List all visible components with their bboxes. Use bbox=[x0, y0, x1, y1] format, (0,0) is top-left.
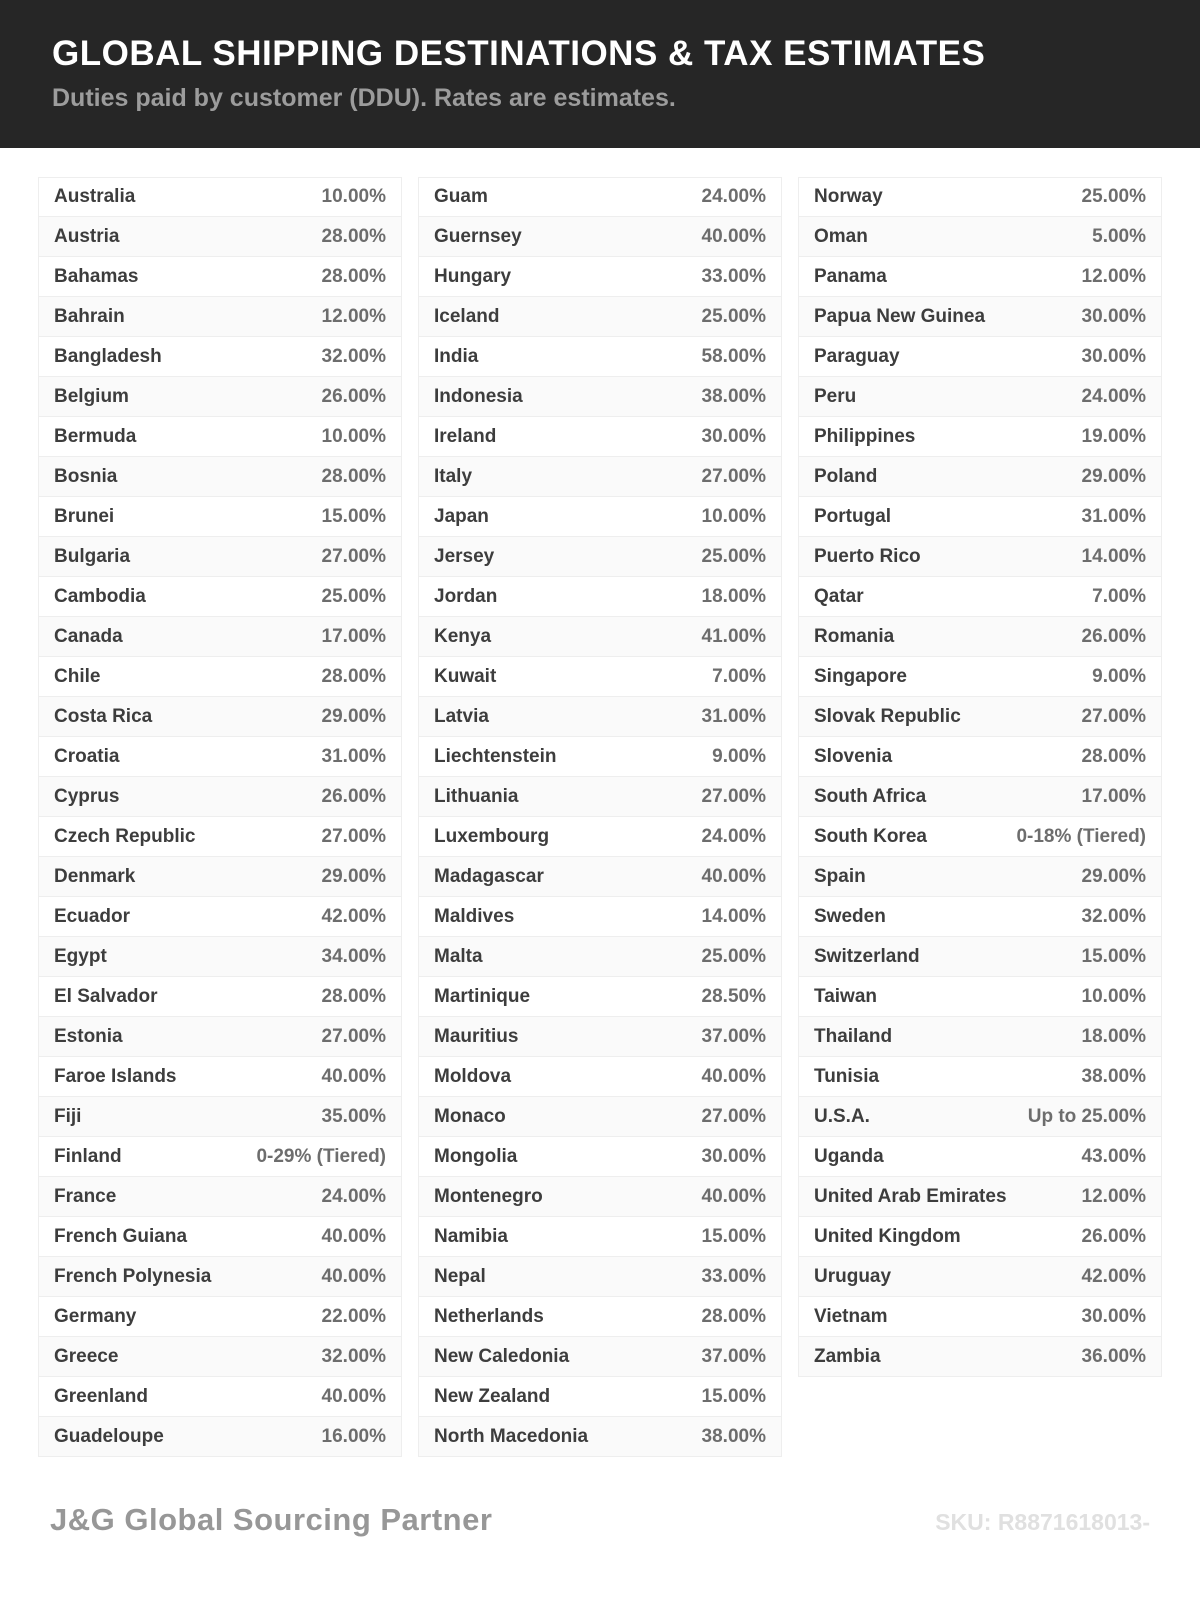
country-name: Denmark bbox=[54, 865, 136, 887]
country-name: Iceland bbox=[434, 305, 500, 327]
country-name: Bosnia bbox=[54, 465, 118, 487]
country-name: Japan bbox=[434, 505, 489, 527]
tax-rate: 25.00% bbox=[701, 945, 766, 967]
country-name: Portugal bbox=[814, 505, 892, 527]
country-name: Slovak Republic bbox=[814, 705, 961, 727]
tax-rate: 40.00% bbox=[321, 1065, 386, 1087]
country-name: Norway bbox=[814, 186, 883, 207]
country-name: France bbox=[54, 1185, 117, 1207]
country-name: Papua New Guinea bbox=[814, 305, 986, 327]
tax-rate: 28.00% bbox=[321, 665, 386, 687]
tax-rate: 40.00% bbox=[701, 865, 766, 887]
country-name: Liechtenstein bbox=[434, 745, 557, 767]
tax-rate: 28.00% bbox=[321, 225, 386, 247]
table-row bbox=[38, 1297, 402, 1337]
tax-rate: 36.00% bbox=[1081, 1345, 1146, 1367]
country-name: Kenya bbox=[434, 625, 492, 647]
tax-rate: 27.00% bbox=[701, 465, 766, 487]
country-name: Monaco bbox=[434, 1105, 506, 1127]
country-name: Australia bbox=[54, 186, 136, 207]
tax-rate: 9.00% bbox=[712, 745, 766, 767]
tax-rate: 38.00% bbox=[701, 1425, 766, 1447]
country-name: United Kingdom bbox=[814, 1225, 961, 1247]
sku-label: SKU: R8871618013- bbox=[935, 1509, 1150, 1535]
tax-rate: 43.00% bbox=[1081, 1145, 1146, 1167]
country-name: Belgium bbox=[54, 385, 129, 407]
country-name: Czech Republic bbox=[54, 825, 196, 847]
table-row bbox=[38, 617, 402, 657]
tax-rate: 28.00% bbox=[321, 465, 386, 487]
table-row bbox=[418, 577, 782, 617]
tax-rate: 40.00% bbox=[321, 1385, 386, 1407]
country-name: Costa Rica bbox=[54, 705, 153, 727]
country-name: Spain bbox=[814, 865, 866, 887]
tax-rate: 32.00% bbox=[1081, 905, 1146, 927]
tax-rate: 29.00% bbox=[321, 705, 386, 727]
country-name: Greenland bbox=[54, 1385, 148, 1407]
table-row bbox=[418, 1057, 782, 1097]
tax-rate: 10.00% bbox=[321, 425, 386, 447]
country-name: Zambia bbox=[814, 1345, 881, 1367]
country-name: North Macedonia bbox=[434, 1425, 589, 1447]
country-name: Estonia bbox=[54, 1025, 123, 1047]
table-row bbox=[798, 1257, 1162, 1297]
table-row bbox=[38, 1417, 402, 1457]
tax-rate: 40.00% bbox=[701, 1065, 766, 1087]
table-row bbox=[798, 577, 1162, 617]
table-row bbox=[418, 897, 782, 937]
country-name: Fiji bbox=[54, 1105, 82, 1127]
rates-column-1 bbox=[38, 177, 402, 1457]
tax-rate: 15.00% bbox=[1081, 945, 1146, 967]
tax-rate: 29.00% bbox=[1081, 865, 1146, 887]
country-name: Poland bbox=[814, 465, 878, 487]
tax-rate: 27.00% bbox=[701, 1105, 766, 1127]
table-row bbox=[418, 417, 782, 457]
tax-rate: 26.00% bbox=[321, 785, 386, 807]
table-row bbox=[418, 257, 782, 297]
country-name: South Africa bbox=[814, 785, 927, 807]
country-name: Panama bbox=[814, 265, 887, 287]
tax-rate: 28.00% bbox=[701, 1305, 766, 1327]
table-row bbox=[418, 817, 782, 857]
tax-rate: 42.00% bbox=[1081, 1265, 1146, 1287]
table-row bbox=[418, 617, 782, 657]
tax-rate: 42.00% bbox=[321, 905, 386, 927]
table-row bbox=[798, 857, 1162, 897]
tax-rate: 18.00% bbox=[1081, 1025, 1146, 1047]
country-name: Germany bbox=[54, 1305, 137, 1327]
table-row bbox=[418, 737, 782, 777]
header-banner bbox=[0, 0, 1200, 148]
table-row bbox=[798, 697, 1162, 737]
country-name: Madagascar bbox=[434, 865, 544, 887]
country-name: Slovenia bbox=[814, 745, 893, 767]
tax-rate: 40.00% bbox=[701, 225, 766, 247]
country-name: Ireland bbox=[434, 425, 497, 447]
table-row bbox=[798, 1097, 1162, 1137]
tax-rate: 29.00% bbox=[321, 865, 386, 887]
tax-rate: 7.00% bbox=[712, 665, 766, 687]
table-row bbox=[38, 737, 402, 777]
country-name: Sweden bbox=[814, 905, 886, 927]
table-row bbox=[798, 617, 1162, 657]
rates-column-3 bbox=[798, 177, 1162, 1377]
country-name: Tunisia bbox=[814, 1065, 880, 1087]
country-name: Martinique bbox=[434, 985, 531, 1007]
tax-rate: 28.00% bbox=[1081, 745, 1146, 767]
country-name: India bbox=[434, 345, 479, 367]
tax-rate: 24.00% bbox=[701, 186, 766, 207]
table-row bbox=[38, 657, 402, 697]
tax-rate: 7.00% bbox=[1092, 585, 1146, 607]
country-name: Austria bbox=[54, 225, 120, 247]
rates-table bbox=[38, 177, 1162, 1457]
table-row bbox=[418, 1297, 782, 1337]
country-name: Romania bbox=[814, 625, 895, 647]
table-row bbox=[38, 1377, 402, 1417]
table-row bbox=[798, 497, 1162, 537]
tax-rate: 16.00% bbox=[321, 1425, 386, 1447]
table-row bbox=[798, 1017, 1162, 1057]
table-row bbox=[798, 537, 1162, 577]
table-row bbox=[418, 337, 782, 377]
country-name: U.S.A. bbox=[814, 1105, 870, 1127]
table-row bbox=[418, 1017, 782, 1057]
country-name: Bahamas bbox=[54, 265, 139, 287]
country-name: Croatia bbox=[54, 745, 120, 767]
tax-rate: 17.00% bbox=[1081, 785, 1146, 807]
table-row bbox=[38, 377, 402, 417]
tax-rate: 27.00% bbox=[1081, 705, 1146, 727]
country-name: South Korea bbox=[814, 825, 927, 847]
table-row bbox=[38, 817, 402, 857]
table-row bbox=[38, 697, 402, 737]
page-title: GLOBAL SHIPPING DESTINATIONS & TAX ESTIMATES bbox=[52, 34, 986, 73]
tax-rate: 33.00% bbox=[701, 1265, 766, 1287]
table-row bbox=[418, 457, 782, 497]
table-row bbox=[38, 1217, 402, 1257]
table-row bbox=[38, 337, 402, 377]
tax-rate: 35.00% bbox=[321, 1105, 386, 1127]
tax-rate: 27.00% bbox=[321, 545, 386, 567]
country-name: New Caledonia bbox=[434, 1345, 570, 1367]
country-name: Oman bbox=[814, 225, 868, 247]
country-name: Mongolia bbox=[434, 1145, 518, 1167]
tax-rate: 12.00% bbox=[321, 305, 386, 327]
country-name: Cyprus bbox=[54, 785, 120, 807]
country-name: Lithuania bbox=[434, 785, 519, 807]
country-name: Moldova bbox=[434, 1065, 512, 1087]
tax-rate: 22.00% bbox=[321, 1305, 386, 1327]
country-name: Taiwan bbox=[814, 985, 877, 1007]
table-row bbox=[418, 377, 782, 417]
table-row bbox=[38, 1097, 402, 1137]
tax-rate: 0-18% (Tiered) bbox=[1016, 825, 1146, 847]
country-name: Montenegro bbox=[434, 1185, 543, 1207]
tax-rate: 30.00% bbox=[1081, 345, 1146, 367]
country-name: Jersey bbox=[434, 545, 495, 567]
tax-rate: 30.00% bbox=[701, 1145, 766, 1167]
table-row bbox=[38, 537, 402, 577]
tax-rate: 40.00% bbox=[321, 1265, 386, 1287]
tax-rate: Up to 25.00% bbox=[1027, 1105, 1146, 1127]
table-row bbox=[418, 1257, 782, 1297]
table-row bbox=[418, 297, 782, 337]
country-name: Hungary bbox=[434, 265, 512, 287]
tax-rate: 10.00% bbox=[701, 505, 766, 527]
table-row bbox=[38, 937, 402, 977]
country-name: Uruguay bbox=[814, 1265, 892, 1287]
country-name: Netherlands bbox=[434, 1305, 544, 1327]
country-name: Jordan bbox=[434, 585, 498, 607]
table-row bbox=[798, 1177, 1162, 1217]
tax-rate: 32.00% bbox=[321, 1345, 386, 1367]
tax-rate: 17.00% bbox=[321, 625, 386, 647]
table-row bbox=[38, 977, 402, 1017]
table-row bbox=[38, 497, 402, 537]
country-name: Indonesia bbox=[434, 385, 523, 407]
tax-rate: 5.00% bbox=[1092, 225, 1146, 247]
table-row bbox=[38, 1017, 402, 1057]
tax-rate: 34.00% bbox=[321, 945, 386, 967]
tax-rate: 12.00% bbox=[1081, 1185, 1146, 1207]
table-row bbox=[418, 777, 782, 817]
tax-rate: 33.00% bbox=[701, 265, 766, 287]
table-row bbox=[38, 857, 402, 897]
table-row bbox=[418, 1177, 782, 1217]
tax-rate: 18.00% bbox=[701, 585, 766, 607]
brand-name: J&G Global Sourcing Partner bbox=[50, 1502, 493, 1537]
tax-rate: 25.00% bbox=[701, 545, 766, 567]
table-row bbox=[798, 1337, 1162, 1377]
country-name: Bermuda bbox=[54, 425, 137, 447]
country-name: Chile bbox=[54, 665, 101, 687]
tax-rate: 12.00% bbox=[1081, 265, 1146, 287]
country-name: Faroe Islands bbox=[54, 1065, 177, 1087]
rates-column-2 bbox=[418, 177, 782, 1457]
table-row bbox=[798, 457, 1162, 497]
country-name: Italy bbox=[434, 465, 473, 487]
tax-rate: 27.00% bbox=[701, 785, 766, 807]
table-row bbox=[798, 377, 1162, 417]
country-name: Philippines bbox=[814, 425, 916, 447]
country-name: Nepal bbox=[434, 1265, 486, 1287]
country-name: Brunei bbox=[54, 505, 115, 527]
tax-rate: 25.00% bbox=[701, 305, 766, 327]
footer bbox=[50, 1502, 1150, 1538]
table-row bbox=[38, 777, 402, 817]
tax-rate: 24.00% bbox=[1081, 385, 1146, 407]
country-name: Puerto Rico bbox=[814, 545, 921, 567]
tax-rate: 15.00% bbox=[701, 1225, 766, 1247]
country-name: Ecuador bbox=[54, 905, 131, 927]
tax-rate: 25.00% bbox=[321, 585, 386, 607]
table-row bbox=[418, 537, 782, 577]
tax-rate: 10.00% bbox=[1081, 985, 1146, 1007]
tax-rate: 26.00% bbox=[1081, 1225, 1146, 1247]
country-name: Luxembourg bbox=[434, 825, 550, 847]
table-row bbox=[418, 697, 782, 737]
table-row bbox=[38, 1137, 402, 1177]
tax-rate: 58.00% bbox=[701, 345, 766, 367]
country-name: Thailand bbox=[814, 1025, 893, 1047]
tax-rate: 14.00% bbox=[701, 905, 766, 927]
tax-rate: 41.00% bbox=[701, 625, 766, 647]
table-row bbox=[418, 1137, 782, 1177]
country-name: Paraguay bbox=[814, 345, 900, 367]
table-row bbox=[418, 1097, 782, 1137]
table-row bbox=[798, 897, 1162, 937]
page-subtitle: Duties paid by customer (DDU). Rates are estimates. bbox=[52, 84, 676, 112]
tax-rate: 38.00% bbox=[701, 385, 766, 407]
tax-rate: 19.00% bbox=[1081, 425, 1146, 447]
tax-rate: 28.00% bbox=[321, 265, 386, 287]
table-row bbox=[798, 417, 1162, 457]
tax-rate: 27.00% bbox=[321, 1025, 386, 1047]
country-name: Bahrain bbox=[54, 305, 125, 327]
tax-rate: 14.00% bbox=[1081, 545, 1146, 567]
table-row bbox=[38, 1337, 402, 1377]
table-row bbox=[798, 1217, 1162, 1257]
tax-rate: 15.00% bbox=[321, 505, 386, 527]
tax-rate: 10.00% bbox=[321, 186, 386, 207]
country-name: French Guiana bbox=[54, 1225, 188, 1247]
country-name: New Zealand bbox=[434, 1385, 551, 1407]
tax-rate: 30.00% bbox=[1081, 1305, 1146, 1327]
tax-rate: 25.00% bbox=[1081, 186, 1146, 207]
country-name: Bangladesh bbox=[54, 345, 162, 367]
country-name: Qatar bbox=[814, 585, 864, 607]
tax-rate: 29.00% bbox=[1081, 465, 1146, 487]
country-name: Singapore bbox=[814, 665, 907, 687]
country-name: Cambodia bbox=[54, 585, 146, 607]
table-row bbox=[798, 1137, 1162, 1177]
table-row bbox=[418, 857, 782, 897]
tax-rate: 15.00% bbox=[701, 1385, 766, 1407]
country-name: Finland bbox=[54, 1145, 122, 1167]
table-row bbox=[798, 777, 1162, 817]
table-row bbox=[418, 217, 782, 257]
table-row bbox=[798, 177, 1162, 217]
tax-rate: 40.00% bbox=[701, 1185, 766, 1207]
table-row bbox=[38, 1257, 402, 1297]
table-row bbox=[798, 737, 1162, 777]
country-name: Canada bbox=[54, 625, 123, 647]
country-name: El Salvador bbox=[54, 985, 158, 1007]
table-row bbox=[418, 497, 782, 537]
country-name: Namibia bbox=[434, 1225, 508, 1247]
country-name: Guernsey bbox=[434, 225, 522, 247]
table-row bbox=[418, 937, 782, 977]
table-row bbox=[38, 897, 402, 937]
country-name: Mauritius bbox=[434, 1025, 519, 1047]
tax-rate: 31.00% bbox=[321, 745, 386, 767]
country-name: Vietnam bbox=[814, 1305, 888, 1327]
table-row bbox=[38, 457, 402, 497]
table-row bbox=[798, 297, 1162, 337]
country-name: Guam bbox=[434, 186, 488, 207]
table-row bbox=[38, 1057, 402, 1097]
tax-rate: 24.00% bbox=[321, 1185, 386, 1207]
tax-rate: 30.00% bbox=[1081, 305, 1146, 327]
tax-rate: 30.00% bbox=[701, 425, 766, 447]
table-row bbox=[798, 977, 1162, 1017]
table-row bbox=[418, 1377, 782, 1417]
tax-rate: 28.00% bbox=[321, 985, 386, 1007]
country-name: Switzerland bbox=[814, 945, 920, 967]
country-name: United Arab Emirates bbox=[814, 1185, 1007, 1207]
table-row bbox=[38, 417, 402, 457]
table-row bbox=[798, 1297, 1162, 1337]
table-row bbox=[38, 1177, 402, 1217]
country-name: Bulgaria bbox=[54, 545, 131, 567]
tax-rate: 0-29% (Tiered) bbox=[256, 1145, 386, 1167]
table-row bbox=[38, 177, 402, 217]
tax-rate: 37.00% bbox=[701, 1025, 766, 1047]
tax-rate: 31.00% bbox=[701, 705, 766, 727]
table-row bbox=[798, 1057, 1162, 1097]
table-row bbox=[418, 977, 782, 1017]
country-name: Greece bbox=[54, 1345, 119, 1367]
country-name: Uganda bbox=[814, 1145, 884, 1167]
table-row bbox=[418, 1217, 782, 1257]
tax-rate: 40.00% bbox=[321, 1225, 386, 1247]
table-row bbox=[418, 177, 782, 217]
table-row bbox=[798, 257, 1162, 297]
table-row bbox=[798, 217, 1162, 257]
tax-rate: 27.00% bbox=[321, 825, 386, 847]
tax-rate: 31.00% bbox=[1081, 505, 1146, 527]
table-row bbox=[798, 817, 1162, 857]
country-name: French Polynesia bbox=[54, 1265, 212, 1287]
tax-rate: 38.00% bbox=[1081, 1065, 1146, 1087]
table-row bbox=[38, 577, 402, 617]
tax-rate: 26.00% bbox=[321, 385, 386, 407]
tax-rate: 9.00% bbox=[1092, 665, 1146, 687]
table-row bbox=[798, 337, 1162, 377]
country-name: Egypt bbox=[54, 945, 107, 967]
table-row bbox=[418, 657, 782, 697]
tax-rate: 32.00% bbox=[321, 345, 386, 367]
country-name: Maldives bbox=[434, 905, 515, 927]
table-row bbox=[798, 657, 1162, 697]
tax-rate: 37.00% bbox=[701, 1345, 766, 1367]
tax-rate: 28.50% bbox=[701, 985, 766, 1007]
table-row bbox=[418, 1337, 782, 1377]
table-row bbox=[798, 937, 1162, 977]
tax-rate: 26.00% bbox=[1081, 625, 1146, 647]
country-name: Kuwait bbox=[434, 665, 497, 687]
table-row bbox=[38, 257, 402, 297]
tax-rate: 24.00% bbox=[701, 825, 766, 847]
country-name: Peru bbox=[814, 385, 857, 407]
table-row bbox=[418, 1417, 782, 1457]
country-name: Guadeloupe bbox=[54, 1425, 164, 1447]
country-name: Latvia bbox=[434, 705, 489, 727]
table-row bbox=[38, 297, 402, 337]
table-row bbox=[38, 217, 402, 257]
country-name: Malta bbox=[434, 945, 483, 967]
